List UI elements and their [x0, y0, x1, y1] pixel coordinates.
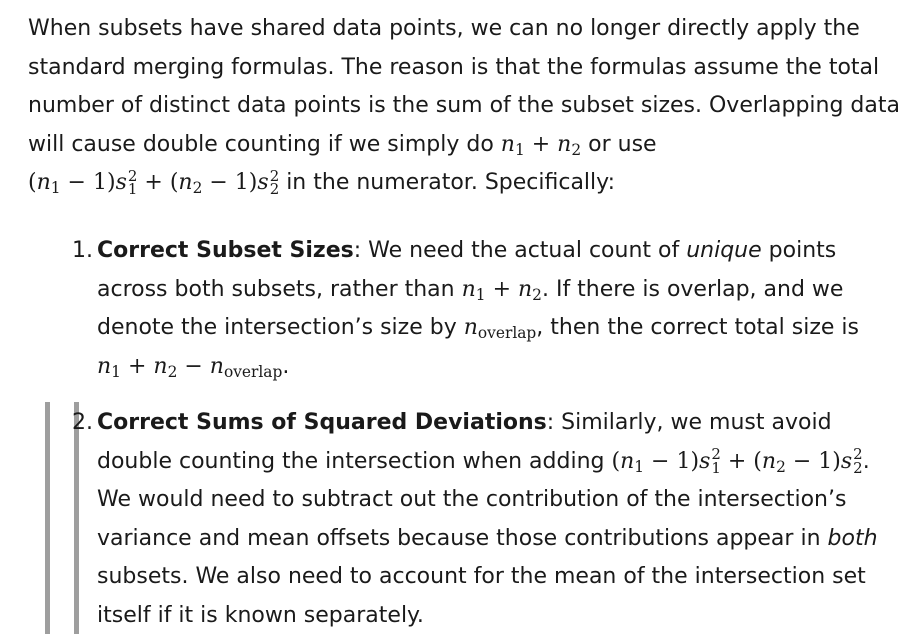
intro-text: When subsets have shared data points, we can no longer directly apply the standard merging formulas. The reason is that the formulas assume the total number of distinct data points is the sum of the subset sizes. Overlapping data will cause double counting if we simply do	[28, 16, 900, 157]
formula-n1-plus-n2: $n_1 + n_2$	[500, 131, 582, 159]
intro-text-3: in the numerator. Specifically:	[279, 170, 615, 195]
intro-text-2: or use	[581, 131, 657, 157]
formula-total-size-part1: $n_1 + n_2$ −	[97, 353, 210, 381]
blockquote-bar-left	[45, 402, 50, 634]
list-item-subset-sizes: 1. Correct Subset Sizes: We need the actual count of unique points across both subsets, rather than $n_1 + n_2$. If there is overlap, and we denote the intersection’s size by $n_{overlap}$, then the correct total size is $n_1 + n_2 - n_{overlap}$.	[72, 232, 904, 386]
formula-total-size-part2: $n_{overlap}$	[209, 353, 283, 381]
list-number-1: 1.	[72, 238, 93, 263]
formula-n-overlap: $n_{overlap}$	[463, 315, 537, 342]
numbered-list	[72, 232, 904, 635]
intro-paragraph	[28, 10, 904, 203]
formula-sum-squares-part1: $(n_1 - 1)s$ 2 1 + ($n_2$ −	[28, 166, 235, 199]
formula-sum-squares-part2: 1)s 2 2	[234, 166, 280, 199]
list-number-2: 2.	[72, 410, 93, 435]
formula-n1-plus-n2-item: $n_1 + n_2$	[461, 276, 542, 304]
list-item-title-2: Correct Sums of Squared Deviations	[97, 410, 547, 435]
list-item-title-1: Correct Subset Sizes	[97, 238, 354, 263]
list-item-squared-deviations: 2. Correct Sums of Squared Deviations: Similarly, we must avoid double counting the intersection when adding $(n_1 - 1)s$ 2 1 + $(n_2 - 1)s$ 2 2 . We would need to subtract out the contribution of the intersection’s variance and mean offsets because those contributions appear in both subsets. We also need to account for the mean of the intersection set itself if it is known separately.	[72, 404, 904, 635]
formula-sum-squares-item: $(n_1 - 1)s$ 2 1 + $(n_2 - 1)s$ 2 2	[611, 445, 863, 477]
document-body	[28, 10, 904, 203]
